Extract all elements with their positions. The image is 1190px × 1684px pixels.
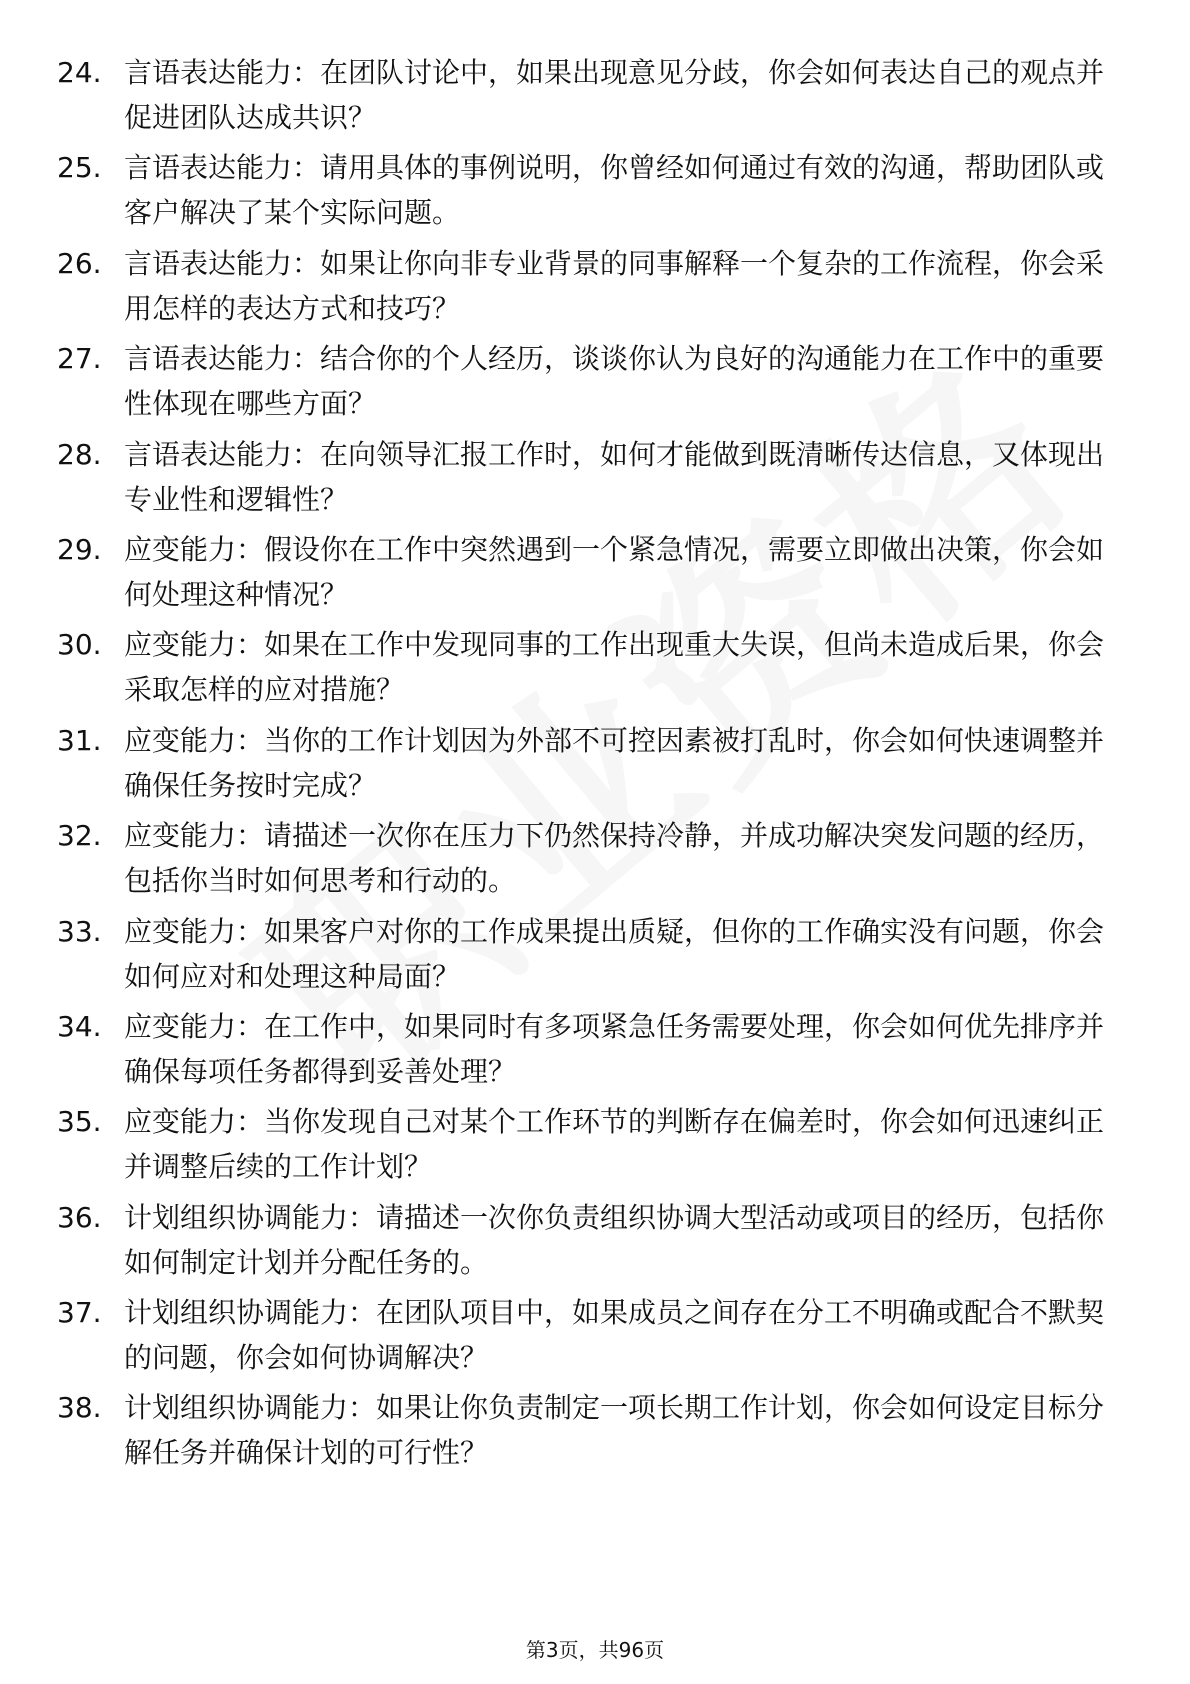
question-item — [0, 1290, 1190, 1385]
question-number: 33. — [57, 914, 102, 948]
question-number: 36. — [57, 1200, 102, 1234]
question-item — [0, 622, 1190, 717]
question-number: 26. — [57, 246, 102, 280]
question-text: 计划组织协调能力：在团队项目中，如果成员之间存在分工不明确或配合不默契的问题，你会如何协调解决？ — [124, 1296, 1105, 1375]
question-item — [0, 1195, 1190, 1290]
question-number: 28. — [57, 437, 102, 471]
question-number: 30. — [57, 628, 102, 662]
question-number: 25. — [57, 151, 102, 185]
question-number: 27. — [57, 342, 102, 376]
question-number: 32. — [57, 819, 102, 853]
question-number: 34. — [57, 1009, 102, 1043]
question-item — [0, 813, 1190, 908]
question-item — [0, 432, 1190, 527]
question-item — [0, 241, 1190, 336]
question-item — [0, 718, 1190, 813]
question-number: 37. — [57, 1296, 102, 1330]
question-item — [0, 527, 1190, 622]
question-text: 言语表达能力：在向领导汇报工作时，如何才能做到既清晰传达信息，又体现出专业性和逻辑性？ — [124, 437, 1105, 516]
question-list — [0, 50, 1190, 1481]
question-text: 言语表达能力：结合你的个人经历，谈谈你认为良好的沟通能力在工作中的重要性体现在哪些方面？ — [124, 342, 1105, 421]
question-text: 言语表达能力：如果让你向非专业背景的同事解释一个复杂的工作流程，你会采用怎样的表达方式和技巧？ — [124, 246, 1105, 325]
question-item — [0, 1099, 1190, 1194]
question-text: 应变能力：当你发现自己对某个工作环节的判断存在偏差时，你会如何迅速纠正并调整后续的工作计划？ — [124, 1105, 1105, 1184]
question-item — [0, 50, 1190, 145]
question-number: 29. — [57, 532, 102, 566]
question-text: 应变能力：假设你在工作中突然遇到一个紧急情况，需要立即做出决策，你会如何处理这种情况？ — [124, 532, 1105, 611]
question-number: 38. — [57, 1391, 102, 1425]
question-text: 言语表达能力：在团队讨论中，如果出现意见分歧，你会如何表达自己的观点并促进团队达成共识？ — [124, 56, 1105, 134]
question-item — [0, 336, 1190, 431]
question-number: 31. — [57, 723, 102, 757]
question-text: 应变能力：如果在工作中发现同事的工作出现重大失误，但尚未造成后果，你会采取怎样的应对措施？ — [124, 628, 1105, 707]
question-item — [0, 909, 1190, 1004]
page-footer: 第3页，共96页 — [525, 1638, 665, 1662]
question-item — [0, 1004, 1190, 1099]
question-number: 24. — [57, 56, 102, 89]
question-text: 应变能力：请描述一次你在压力下仍然保持冷静，并成功解决突发问题的经历，包括你当时如何思考和行动的。 — [124, 819, 1105, 898]
question-number: 35. — [57, 1105, 102, 1139]
question-text: 应变能力：当你的工作计划因为外部不可控因素被打乱时，你会如何快速调整并确保任务按时完成？ — [124, 723, 1105, 802]
question-item — [0, 1385, 1190, 1480]
question-text: 计划组织协调能力：请描述一次你负责组织协调大型活动或项目的经历，包括你如何制定计划并分配任务的。 — [124, 1200, 1105, 1279]
question-text: 计划组织协调能力：如果让你负责制定一项长期工作计划，你会如何设定目标分解任务并确保计划的可行性？ — [124, 1391, 1105, 1470]
question-text: 应变能力：如果客户对你的工作成果提出质疑，但你的工作确实没有问题，你会如何应对和处理这种局面？ — [124, 914, 1105, 993]
question-text: 应变能力：在工作中，如果同时有多项紧急任务需要处理，你会如何优先排序并确保每项任务都得到妥善处理？ — [124, 1009, 1105, 1088]
question-item — [0, 145, 1190, 240]
question-text: 言语表达能力：请用具体的事例说明，你曾经如何通过有效的沟通，帮助团队或客户解决了某个实际问题。 — [124, 151, 1105, 230]
